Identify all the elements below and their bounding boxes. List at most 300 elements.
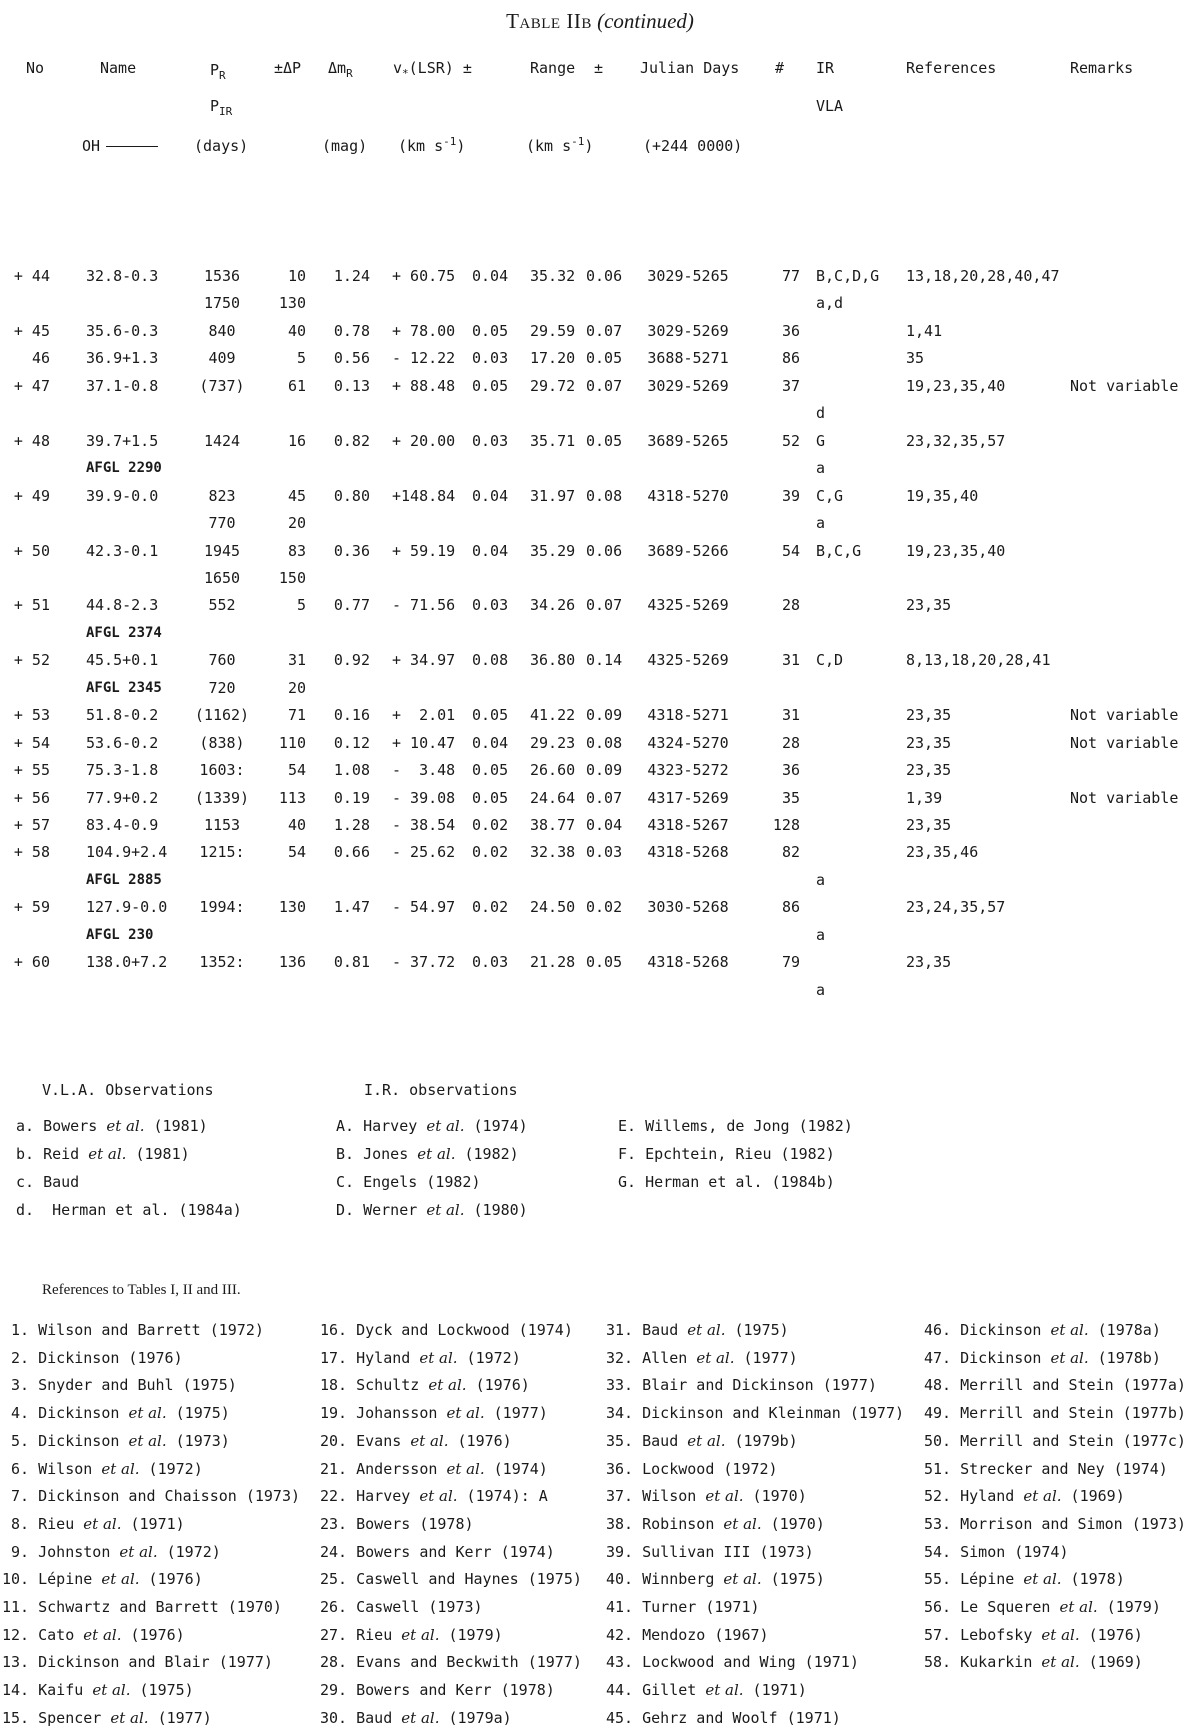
cell-dm: 0.16 xyxy=(333,706,370,725)
citation-text: (1972) xyxy=(157,1542,221,1561)
cell-name: 36.9+1.3 xyxy=(86,349,159,368)
header-ir: IR xyxy=(816,59,835,77)
cell-jd: 3689-5266 xyxy=(647,541,729,560)
citation-etal: et al. xyxy=(110,1708,149,1727)
cell-p: 1603: xyxy=(199,761,245,780)
citation-etal: et al. xyxy=(88,1145,127,1163)
cell-n: 54 xyxy=(781,541,800,560)
reference-item xyxy=(2,1680,194,1700)
cell-refs: 19,35,40 xyxy=(906,486,979,505)
citation-text: c. Baud xyxy=(16,1173,80,1191)
reference-item xyxy=(320,1486,548,1506)
cell-jd: 4325-5269 xyxy=(647,596,729,615)
cell-v: + 88.48 xyxy=(392,376,456,395)
cell-v: - 39.08 xyxy=(392,788,456,807)
cell-p: 823 xyxy=(208,486,236,505)
cell-dp: 20 xyxy=(287,678,306,697)
citation-etal: et al. xyxy=(119,1542,158,1561)
citation-etal: et al. xyxy=(1050,1321,1089,1339)
reference-item xyxy=(606,1708,841,1728)
cell-refs: 23,35 xyxy=(906,816,952,834)
reference-item xyxy=(924,1625,1143,1645)
header-delta-m: $\Delta m_R$ xyxy=(328,59,353,80)
cell-range: 29.23 xyxy=(530,733,576,752)
cell-p: 1215: xyxy=(199,843,245,862)
cell-no: + 59 xyxy=(13,898,50,917)
cell-re: 0.04 xyxy=(586,816,623,834)
cell-range: 36.80 xyxy=(530,651,576,670)
citation-text: 12. Cato xyxy=(2,1625,84,1644)
citation-text: 33. Blair and Dickinson (1977) xyxy=(606,1376,877,1395)
cell-range: 29.72 xyxy=(530,376,576,395)
reference-item xyxy=(2,1348,183,1368)
cell-jd: 3029-5269 xyxy=(647,321,729,340)
cell-dp: 5 xyxy=(296,596,306,615)
citation-text: (1972) xyxy=(139,1459,203,1478)
cell-dp: 110 xyxy=(278,733,306,752)
cell-jd: 4318-5268 xyxy=(647,953,729,972)
cell-ve: 0.04 xyxy=(472,733,509,752)
reference-item xyxy=(2,1625,185,1645)
cell-re: 0.08 xyxy=(586,733,623,752)
citation-text: (1979b) xyxy=(725,1431,798,1450)
cell-ve: 0.05 xyxy=(472,761,509,780)
citation-text: 29. Bowers and Kerr (1978) xyxy=(320,1681,555,1700)
ir-item xyxy=(618,1172,835,1192)
cell-p: 1352: xyxy=(199,953,245,972)
citation-text: (1977) xyxy=(734,1348,798,1367)
citation-text: 18. Schultz xyxy=(320,1376,429,1395)
cell-v: +148.84 xyxy=(392,486,456,505)
reference-item xyxy=(2,1459,203,1479)
vla-item xyxy=(16,1144,190,1164)
cell-n: 28 xyxy=(781,596,800,615)
citation-text: (1975) xyxy=(725,1321,789,1339)
citation-text: 31. Baud xyxy=(606,1321,688,1339)
citation-text: 58. Kukarkin xyxy=(924,1653,1042,1672)
citation-text: (1974): A xyxy=(457,1487,548,1506)
cell-v: - 37.72 xyxy=(392,953,456,972)
cell-p: 1750 xyxy=(203,294,241,313)
cell-p: 1424 xyxy=(203,431,241,450)
cell-jd: 4324-5270 xyxy=(647,733,729,752)
citation-text: 50. Merrill and Stein (1977c) xyxy=(924,1431,1186,1450)
cell-jd: 3029-5269 xyxy=(647,376,729,395)
citation-text: 8. Rieu xyxy=(2,1514,84,1533)
citation-text: A. Harvey xyxy=(336,1117,427,1135)
citation-text: 55. Lépine xyxy=(924,1570,1024,1589)
citation-etal: et al. xyxy=(687,1321,726,1339)
cell-dm: 0.36 xyxy=(333,541,370,560)
cell-no: + 44 xyxy=(13,267,50,285)
cell-jd: 4318-5267 xyxy=(647,816,729,834)
citation-text: 56. Le Squeren xyxy=(924,1598,1060,1616)
citation-text: (1974) xyxy=(484,1459,548,1478)
cell-v: - 25.62 xyxy=(392,843,456,862)
citation-text: C. Engels (1982) xyxy=(336,1173,481,1191)
reference-item xyxy=(606,1403,904,1423)
citation-text: (1970) xyxy=(761,1514,825,1533)
cell-dm: 0.56 xyxy=(333,349,370,368)
cell-re: 0.03 xyxy=(586,843,623,862)
cell-jd: 4318-5268 xyxy=(647,843,729,862)
citation-etal: et al. xyxy=(401,1708,440,1727)
citation-text: (1969) xyxy=(1079,1653,1143,1672)
cell-ve: 0.03 xyxy=(472,953,509,972)
reference-item xyxy=(924,1569,1125,1589)
citation-text: 9. Johnston xyxy=(2,1542,120,1561)
citation-etal: et al. xyxy=(1023,1487,1062,1506)
cell-v: + 78.00 xyxy=(392,321,456,340)
cell-ir: a xyxy=(816,870,826,889)
cell-ve: 0.05 xyxy=(472,376,509,395)
cell-p: 760 xyxy=(208,651,236,670)
cell-refs: 23,35,46 xyxy=(906,843,979,862)
reference-item xyxy=(606,1431,798,1451)
cell-p: (838) xyxy=(199,733,245,752)
cell-ve: 0.03 xyxy=(472,431,509,450)
table-title-suffix: (continued) xyxy=(597,9,694,33)
cell-dp: 54 xyxy=(287,843,306,862)
reference-item xyxy=(320,1431,512,1451)
reference-item xyxy=(606,1625,769,1645)
cell-no: 46 xyxy=(31,349,50,368)
header-mag: (mag) xyxy=(322,137,368,155)
citation-text: (1973) xyxy=(166,1431,230,1450)
cell-p: 770 xyxy=(208,514,236,533)
reference-item xyxy=(2,1486,300,1506)
citation-etal: et al. xyxy=(1041,1653,1080,1672)
citation-text: (1979a) xyxy=(439,1708,512,1727)
citation-text: 30. Baud xyxy=(320,1708,402,1727)
citation-text: 20. Evans xyxy=(320,1431,411,1450)
reference-item xyxy=(2,1403,230,1423)
cell-range: 41.22 xyxy=(530,706,576,725)
cell-dp: 136 xyxy=(278,953,306,972)
cell-dp: 20 xyxy=(287,514,306,533)
citation-text: 53. Morrison and Simon (1973) xyxy=(924,1514,1186,1533)
cell-n: 31 xyxy=(781,651,800,670)
cell-dm: 1.28 xyxy=(333,816,370,834)
citation-etal: et al. xyxy=(83,1625,122,1644)
cell-re: 0.05 xyxy=(586,349,623,368)
cell-name: 77.9+0.2 xyxy=(86,788,159,807)
citation-text: 22. Harvey xyxy=(320,1487,420,1506)
citation-text: (1970) xyxy=(743,1487,807,1506)
cell-no: + 48 xyxy=(13,431,50,450)
cell-range: 17.20 xyxy=(530,349,576,368)
cell-p: 1945 xyxy=(203,541,241,560)
reference-item xyxy=(924,1514,1186,1534)
cell-refs: 23,35 xyxy=(906,706,952,725)
cell-name: AFGL 2290 xyxy=(86,460,162,477)
cell-range: 35.32 xyxy=(530,267,576,285)
reference-item xyxy=(606,1514,825,1534)
cell-rem: Not variable xyxy=(1070,376,1179,395)
reference-item xyxy=(320,1375,530,1395)
cell-name: 75.3-1.8 xyxy=(86,761,159,780)
cell-jd: 3689-5265 xyxy=(647,431,729,450)
cell-n: 37 xyxy=(781,376,800,395)
reference-item xyxy=(606,1348,798,1368)
citation-text: (1978a) xyxy=(1088,1321,1161,1339)
citation-text: (1971) xyxy=(743,1681,807,1700)
cell-no: + 49 xyxy=(13,486,50,505)
citation-text: 15. Spencer xyxy=(2,1708,111,1727)
cell-n: 128 xyxy=(772,816,800,834)
cell-v: + 20.00 xyxy=(392,431,456,450)
citation-text: (1980) xyxy=(464,1201,528,1219)
citation-etal: et al. xyxy=(428,1376,467,1395)
cell-dm: 1.24 xyxy=(333,267,370,285)
citation-etal: et al. xyxy=(106,1117,145,1135)
reference-item xyxy=(320,1652,582,1672)
citation-etal: et al. xyxy=(723,1514,762,1533)
reference-item xyxy=(320,1625,503,1645)
header-julian-days: Julian Days xyxy=(640,59,740,77)
header-delta-p: ±ΔP xyxy=(274,59,302,77)
cell-n: 39 xyxy=(781,486,800,505)
citation-etal: et al. xyxy=(705,1487,744,1506)
reference-item xyxy=(2,1375,237,1395)
vla-item xyxy=(16,1200,242,1220)
cell-ve: 0.02 xyxy=(472,816,509,834)
citation-text: 3. Snyder and Buhl (1975) xyxy=(2,1376,237,1395)
reference-item xyxy=(924,1431,1186,1451)
cell-no: + 51 xyxy=(13,596,50,615)
cell-range: 24.50 xyxy=(530,898,576,917)
cell-n: 35 xyxy=(781,788,800,807)
cell-p: (1162) xyxy=(194,706,250,725)
citation-text: 37. Wilson xyxy=(606,1487,706,1506)
cell-no: + 45 xyxy=(13,321,50,340)
cell-no: + 47 xyxy=(13,376,50,395)
cell-refs: 23,35 xyxy=(906,596,952,615)
cell-dm: 0.92 xyxy=(333,651,370,670)
cell-n: 79 xyxy=(781,953,800,972)
cell-name: 104.9+2.4 xyxy=(86,843,168,862)
vla-item xyxy=(16,1172,79,1192)
cell-ir: B,C,G xyxy=(816,541,862,560)
reference-item xyxy=(924,1375,1186,1395)
header-period-r: $P_R$ xyxy=(210,61,226,82)
citation-text: b. Reid xyxy=(16,1145,89,1163)
cell-n: 82 xyxy=(781,843,800,862)
cell-refs: 19,23,35,40 xyxy=(906,376,1006,395)
citation-text: 26. Caswell (1973) xyxy=(320,1598,483,1616)
cell-name: AFGL 2885 xyxy=(86,871,162,888)
cell-ve: 0.02 xyxy=(472,843,509,862)
cell-re: 0.08 xyxy=(586,486,623,505)
cell-ve: 0.05 xyxy=(472,321,509,340)
citation-etal: et al. xyxy=(446,1459,485,1478)
citation-text: (1976) xyxy=(139,1570,203,1589)
reference-item xyxy=(2,1542,221,1562)
cell-dm: 0.13 xyxy=(333,376,370,395)
reference-item xyxy=(2,1431,230,1451)
reference-item xyxy=(2,1320,264,1340)
cell-dm: 1.08 xyxy=(333,761,370,780)
cell-refs: 23,32,35,57 xyxy=(906,431,1006,450)
cell-dp: 83 xyxy=(287,541,306,560)
cell-p: 1994: xyxy=(199,898,245,917)
cell-jd: 3030-5268 xyxy=(647,898,729,917)
cell-jd: 4325-5269 xyxy=(647,651,729,670)
citation-text: 21. Andersson xyxy=(320,1459,447,1478)
citation-etal: et al. xyxy=(92,1681,131,1700)
cell-p: 840 xyxy=(208,321,236,340)
citation-text: (1975) xyxy=(761,1570,825,1589)
header-kms-range: (km $s^{-1}$) xyxy=(526,135,594,155)
cell-rem: Not variable xyxy=(1070,733,1179,752)
cell-range: 35.71 xyxy=(530,431,576,450)
citation-text: (1976) xyxy=(1079,1625,1143,1644)
ir-item xyxy=(336,1144,519,1164)
reference-item xyxy=(924,1348,1161,1368)
reference-item xyxy=(606,1597,760,1617)
cell-ve: 0.08 xyxy=(472,651,509,670)
citation-text: G. Herman et al. (1984b) xyxy=(618,1173,835,1191)
reference-item xyxy=(606,1680,807,1700)
citation-text: (1981) xyxy=(144,1117,208,1135)
reference-item xyxy=(606,1542,814,1562)
cell-ir: d xyxy=(816,404,826,423)
cell-p: (737) xyxy=(199,376,245,395)
cell-re: 0.06 xyxy=(586,541,623,560)
citation-text: 49. Merrill and Stein (1977b) xyxy=(924,1404,1186,1423)
cell-p: (1339) xyxy=(194,788,250,807)
cell-p: 1536 xyxy=(203,267,241,285)
citation-etal: et al. xyxy=(1023,1570,1062,1589)
cell-re: 0.05 xyxy=(586,431,623,450)
citation-text: (1977) xyxy=(484,1404,548,1423)
cell-no: + 58 xyxy=(13,843,50,862)
citation-text: 44. Gillet xyxy=(606,1681,706,1700)
cell-p: 1650 xyxy=(203,568,241,587)
citation-etal: et al. xyxy=(128,1404,167,1423)
cell-n: 86 xyxy=(781,898,800,917)
reference-item xyxy=(924,1542,1069,1562)
citation-etal: et al. xyxy=(426,1201,465,1219)
citation-text: 38. Robinson xyxy=(606,1514,724,1533)
cell-name: AFGL 2345 xyxy=(86,679,162,696)
ir-item xyxy=(336,1200,528,1220)
cell-v: + 60.75 xyxy=(392,267,456,285)
reference-item xyxy=(320,1680,555,1700)
ir-item xyxy=(336,1172,481,1192)
cell-refs: 23,24,35,57 xyxy=(906,898,1006,917)
reference-item xyxy=(320,1403,548,1423)
cell-refs: 19,23,35,40 xyxy=(906,541,1006,560)
cell-range: 31.97 xyxy=(530,486,576,505)
cell-ve: 0.03 xyxy=(472,596,509,615)
cell-rem: Not variable xyxy=(1070,788,1179,807)
citation-text: 11. Schwartz and Barrett (1970) xyxy=(2,1598,282,1616)
citation-text: 42. Mendozo (1967) xyxy=(606,1625,769,1644)
citation-etal: et al. xyxy=(1059,1598,1098,1616)
citation-etal: et al. xyxy=(128,1431,167,1450)
citation-etal: et al. xyxy=(101,1459,140,1478)
cell-name: 39.7+1.5 xyxy=(86,431,159,450)
cell-re: 0.07 xyxy=(586,376,623,395)
citation-text: 39. Sullivan III (1973) xyxy=(606,1542,814,1561)
citation-text: 52. Hyland xyxy=(924,1487,1024,1506)
cell-dp: 10 xyxy=(287,267,306,285)
vla-item xyxy=(16,1116,208,1136)
cell-dp: 113 xyxy=(278,788,306,807)
reference-item xyxy=(2,1708,212,1728)
cell-no: + 55 xyxy=(13,761,50,780)
reference-item xyxy=(320,1597,483,1617)
citation-text: 16. Dyck and Lockwood (1974) xyxy=(320,1321,573,1339)
cell-dp: 130 xyxy=(278,898,306,917)
reference-item xyxy=(2,1597,282,1617)
cell-dp: 40 xyxy=(287,816,306,834)
cell-dp: 40 xyxy=(287,321,306,340)
citation-text: 47. Dickinson xyxy=(924,1348,1051,1367)
cell-no: + 52 xyxy=(13,651,50,670)
citation-text: a. Bowers xyxy=(16,1117,107,1135)
cell-ir: C,G xyxy=(816,486,844,505)
citation-text: 41. Turner (1971) xyxy=(606,1598,760,1616)
citation-text: 25. Caswell and Haynes (1975) xyxy=(320,1570,582,1589)
citation-text: (1979) xyxy=(439,1625,503,1644)
cell-ir: a xyxy=(816,459,826,478)
cell-v: - 12.22 xyxy=(392,349,456,368)
cell-range: 35.29 xyxy=(530,541,576,560)
header-days: (days) xyxy=(194,137,249,155)
citation-text: (1981) xyxy=(126,1145,190,1163)
citation-etal: et al. xyxy=(1041,1625,1080,1644)
cell-ve: 0.03 xyxy=(472,349,509,368)
citation-etal: et al. xyxy=(696,1348,735,1367)
citation-text: 45. Gehrz and Woolf (1971) xyxy=(606,1708,841,1727)
cell-ir: C,D xyxy=(816,651,844,670)
cell-dp: 61 xyxy=(287,376,306,395)
citation-text: (1974) xyxy=(464,1117,528,1135)
citation-etal: et al. xyxy=(417,1145,456,1163)
cell-refs: 1,39 xyxy=(906,788,943,807)
cell-refs: 35 xyxy=(906,349,925,368)
citation-text: (1975) xyxy=(130,1681,194,1700)
cell-v: + 59.19 xyxy=(392,541,456,560)
reference-item xyxy=(320,1708,512,1728)
cell-range: 38.77 xyxy=(530,816,576,834)
cell-no: + 60 xyxy=(13,953,50,972)
cell-re: 0.09 xyxy=(586,761,623,780)
cell-refs: 23,35 xyxy=(906,761,952,780)
citation-text: 2. Dickinson (1976) xyxy=(2,1348,183,1367)
header-range-pm: ± xyxy=(594,59,604,77)
table-title xyxy=(0,6,1200,36)
citation-text: d. Herman et al. (1984a) xyxy=(16,1201,242,1219)
cell-name: 35.6-0.3 xyxy=(86,321,159,340)
ir-item xyxy=(336,1116,528,1136)
citation-text: D. Werner xyxy=(336,1201,427,1219)
header-kms-velocity: (km $s^{-1}$) xyxy=(398,135,466,155)
reference-item xyxy=(320,1542,555,1562)
cell-ir: a,d xyxy=(816,294,844,313)
header-name: Name xyxy=(100,59,137,77)
cell-jd: 3688-5271 xyxy=(647,349,729,368)
citation-etal: et al. xyxy=(401,1625,440,1644)
cell-dm: 0.80 xyxy=(333,486,370,505)
cell-dm: 0.78 xyxy=(333,321,370,340)
cell-ir: a xyxy=(816,980,826,999)
citation-etal: et al. xyxy=(446,1404,485,1423)
citation-text: (1976) xyxy=(466,1376,530,1395)
citation-text: F. Epchtein, Rieu (1982) xyxy=(618,1145,835,1163)
